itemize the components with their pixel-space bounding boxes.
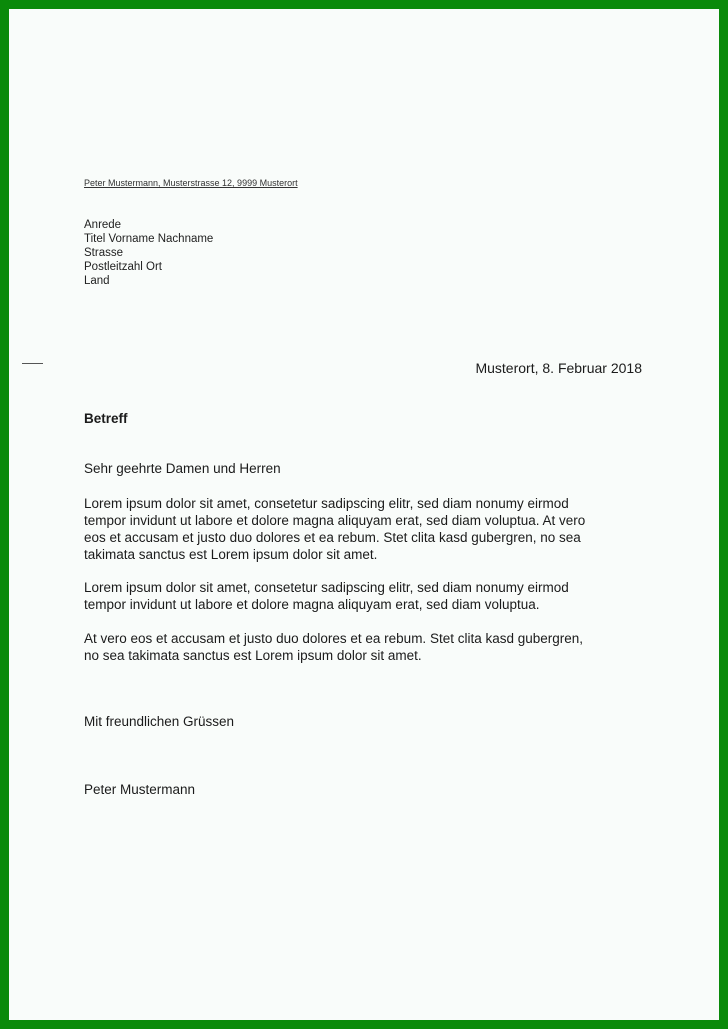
paragraph-line: Lorem ipsum dolor sit amet, consetetur sadipscing elitr, sed diam nonumy eirmod [84, 496, 569, 511]
letter-salutation: Sehr geehrte Damen und Herren [84, 461, 281, 476]
recipient-line-city: Postleitzahl Ort [84, 261, 162, 273]
recipient-line-country: Land [84, 275, 110, 287]
letter-signature: Peter Mustermann [84, 782, 196, 797]
body-paragraph-1 [84, 495, 644, 563]
paragraph-line: Lorem ipsum dolor sit amet, consetetur sadipscing elitr, sed diam nonumy eirmod [84, 580, 569, 595]
fold-mark [22, 363, 43, 364]
letter-closing: Mit freundlichen Grüssen [84, 714, 235, 729]
recipient-line-name: Titel Vorname Nachname [84, 233, 214, 245]
paragraph-line: eos et accusam et justo duo dolores et ea rebum. Stet clita kasd gubergren, no sea [84, 530, 581, 545]
paragraph-line: tempor invidunt ut labore et dolore magna aliquyam erat, sed diam voluptua. At vero [84, 513, 586, 528]
letter-subject: Betreff [84, 411, 128, 426]
recipient-line-street: Strasse [84, 247, 123, 259]
paragraph-line: tempor invidunt ut labore et dolore magna aliquyam erat, sed diam voluptua. [84, 597, 540, 612]
body-paragraph-3 [84, 630, 644, 664]
recipient-line-salutation: Anrede [84, 219, 122, 231]
paragraph-line: no sea takimata sanctus est Lorem ipsum dolor sit amet. [84, 648, 422, 663]
paragraph-line: takimata sanctus est Lorem ipsum dolor sit amet. [84, 547, 378, 562]
paragraph-line: At vero eos et accusam et justo duo dolores et ea rebum. Stet clita kasd gubergren, [84, 631, 584, 646]
sender-return-address: Peter Mustermann, Musterstrasse 12, 9999 Musterort [84, 178, 298, 188]
recipient-address-block [84, 218, 213, 288]
body-paragraph-2 [84, 579, 644, 613]
letter-date: Musterort, 8. Februar 2018 [475, 360, 642, 376]
